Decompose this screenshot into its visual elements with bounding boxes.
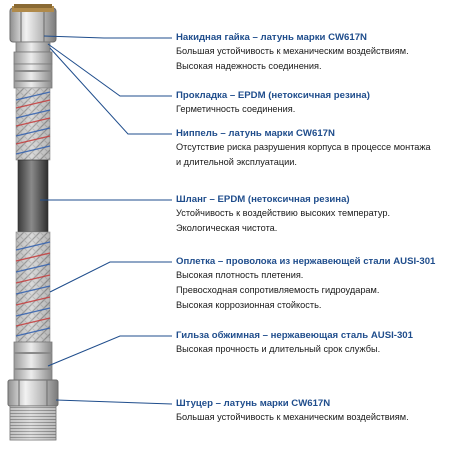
callout-sleeve — [176, 330, 472, 357]
leader-line-nipple — [50, 48, 172, 134]
rubber-hose — [18, 160, 48, 232]
upper-braid — [16, 88, 50, 160]
callout-hose-line-2: Экологическая чистота. — [176, 223, 278, 233]
callout-braid-line-2: Превосходная сопротивляемость гидроударам. — [176, 285, 380, 295]
callout-sleeve-line-1: Высокая прочность и длительный срок службы. — [176, 344, 381, 354]
callout-sleeve-title: Гильза обжимная – нержавеющая сталь AUSI-301 — [176, 330, 413, 341]
callout-fitting-title: Штуцер – латунь марки CW617N — [176, 398, 331, 409]
callout-nipple-title: Ниппель – латунь марки CW617N — [176, 128, 335, 139]
bottom-crimp-sleeve — [14, 342, 52, 380]
top-crimp-sleeve — [14, 64, 52, 88]
lower-braid — [16, 232, 50, 342]
callout-nut-title: Накидная гайка – латунь марки CW617N — [176, 32, 367, 43]
callout-braid-line-1: Высокая плотность плетения. — [176, 270, 304, 280]
callout-nut-line-1: Большая устойчивость к механическим воздействиям. — [176, 46, 409, 56]
callout-nipple — [176, 128, 472, 170]
callout-hose — [176, 194, 472, 236]
nipple — [14, 42, 52, 64]
callout-hose-title: Шланг – EPDM (нетоксичная резина) — [176, 194, 350, 205]
bottom-fitting — [8, 380, 58, 440]
callout-nipple-line-1: Отсутствие риска разрушения корпуса в процессе монтажа — [176, 142, 431, 152]
callout-nipple-line-2: и длительной эксплуатации. — [176, 157, 297, 167]
leader-line-sleeve — [48, 336, 172, 366]
leader-line-gasket — [48, 44, 172, 96]
callout-hose-line-1: Устойчивость к воздействию высоких температур. — [176, 208, 391, 218]
callout-gasket — [176, 90, 472, 117]
callout-nut — [176, 32, 472, 74]
callout-fitting — [176, 398, 472, 425]
callout-gasket-title: Прокладка – EPDM (нетоксичная резина) — [176, 90, 370, 101]
leader-line-nut — [44, 36, 172, 38]
leader-line-fitting — [56, 400, 172, 404]
leader-line-braid — [50, 262, 172, 292]
callout-braid-line-3: Высокая коррозионная стойкость. — [176, 300, 322, 310]
callout-gasket-line-1: Герметичность соединения. — [176, 104, 296, 114]
callout-braid-title: Оплетка – проволока из нержавеющей стали AUSI-301 — [176, 256, 436, 267]
leader-lines — [40, 36, 172, 404]
callout-fitting-line-1: Большая устойчивость к механическим воздействиям. — [176, 412, 409, 422]
callout-nut-line-2: Высокая надежность соединения. — [176, 61, 322, 71]
callout-braid — [176, 256, 472, 313]
